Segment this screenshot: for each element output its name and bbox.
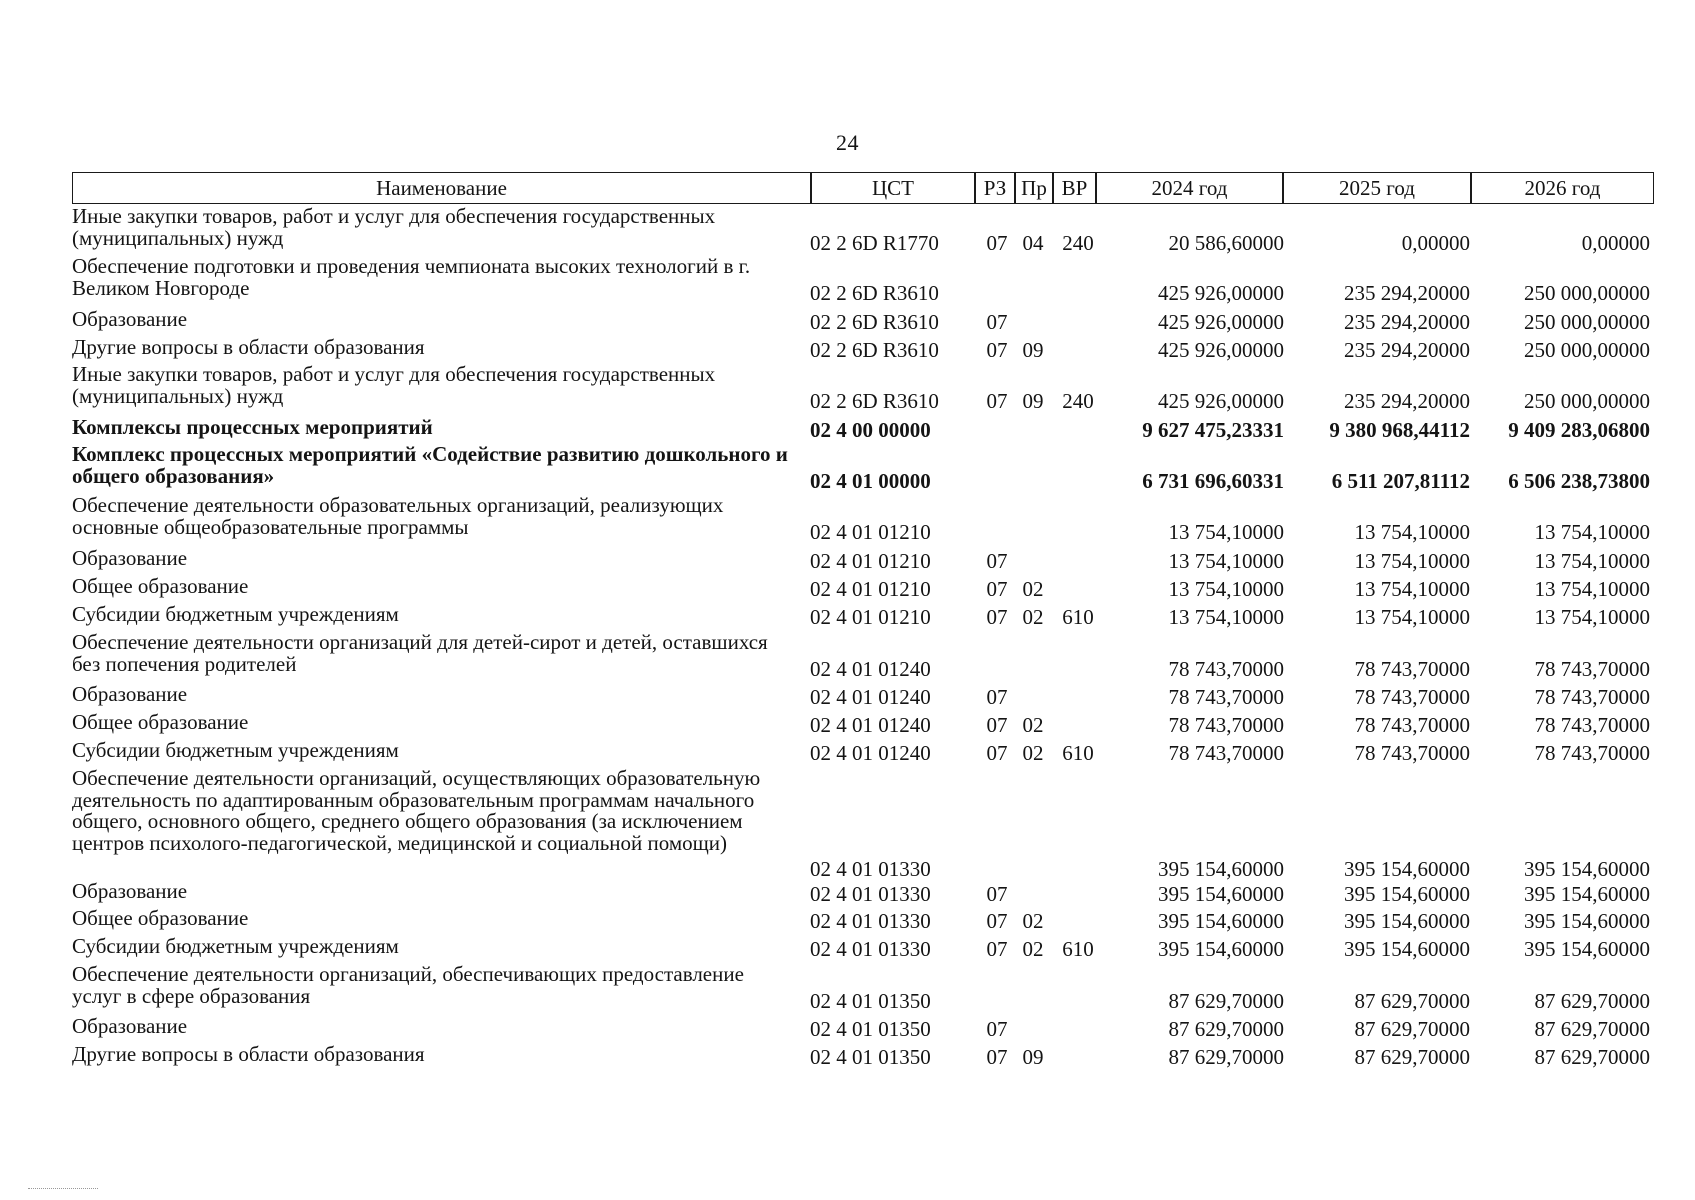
- row-name: Образование: [72, 1014, 188, 1038]
- row-y2026: 250 000,00000: [1524, 280, 1650, 305]
- row-vr: 610: [1062, 605, 1094, 629]
- header-rz: РЗ: [975, 172, 1015, 204]
- row-rz: 07: [986, 909, 1008, 933]
- footer-mark: [28, 1188, 98, 1189]
- row-y2026: 13 754,10000: [1534, 519, 1650, 544]
- row-y2024: 87 629,70000: [1168, 988, 1284, 1013]
- row-cst: 02 4 01 01330: [810, 909, 931, 933]
- row-name: Субсидии бюджетным учреждениям: [72, 934, 399, 958]
- row-name: Образование: [72, 879, 188, 903]
- row-cst: 02 4 01 01210: [810, 605, 931, 629]
- table-row: [0, 1042, 1695, 1069]
- row-name: Другие вопросы в области образования: [72, 1042, 425, 1066]
- row-y2025: 13 754,10000: [1354, 519, 1470, 544]
- row-y2024: 78 743,70000: [1168, 713, 1284, 737]
- row-y2025: 235 294,20000: [1344, 388, 1470, 413]
- row-name: Образование: [72, 307, 188, 331]
- row-y2024: 20 586,60000: [1168, 230, 1284, 255]
- row-y2024: 13 754,10000: [1168, 549, 1284, 573]
- row-name: Обеспечение деятельности образовательных организаций, реализующих основные общеобразовательные программы: [72, 493, 724, 539]
- row-rz: 07: [986, 310, 1008, 334]
- row-pr: 02: [1022, 713, 1044, 737]
- row-pr: 09: [1022, 338, 1044, 362]
- table-header: [72, 172, 1654, 206]
- row-name: Комплексы процессных мероприятий: [72, 415, 433, 439]
- row-rz: 07: [986, 388, 1008, 413]
- row-y2026: 0,00000: [1581, 230, 1650, 255]
- table-row: [0, 415, 1695, 442]
- row-y2025: 13 754,10000: [1354, 549, 1470, 573]
- row-y2024: 425 926,00000: [1158, 388, 1284, 413]
- row-name: Обеспечение подготовки и проведения чемпионата высоких технологий в г. Великом Новгороде: [72, 254, 751, 300]
- row-rz: 07: [986, 338, 1008, 362]
- row-y2024: 395 154,60000: [1158, 909, 1284, 933]
- row-y2024: 425 926,00000: [1158, 310, 1284, 334]
- table-row: [0, 335, 1695, 362]
- row-y2026: 9 409 283,06800: [1508, 418, 1650, 442]
- page-number: 24: [836, 130, 859, 155]
- row-name: Общее образование: [72, 574, 249, 598]
- row-y2025: 395 154,60000: [1344, 857, 1470, 881]
- row-vr: 610: [1062, 937, 1094, 961]
- table-row: [0, 362, 1695, 413]
- table-row: [0, 630, 1695, 681]
- row-y2025: 87 629,70000: [1354, 1017, 1470, 1041]
- row-y2025: 87 629,70000: [1354, 1045, 1470, 1069]
- row-name: Другие вопросы в области образования: [72, 335, 425, 359]
- row-rz: 07: [986, 549, 1008, 573]
- header-vr: ВР: [1053, 172, 1096, 204]
- row-rz: 07: [986, 741, 1008, 765]
- row-y2025: 13 754,10000: [1354, 577, 1470, 601]
- row-y2024: 6 731 696,60331: [1142, 468, 1284, 493]
- table-row: [0, 254, 1695, 305]
- row-y2024: 78 743,70000: [1168, 685, 1284, 709]
- row-cst: 02 4 01 01240: [810, 685, 931, 709]
- row-y2025: 9 380 968,44112: [1329, 418, 1470, 442]
- row-name: Общее образование: [72, 710, 249, 734]
- row-rz: 07: [986, 937, 1008, 961]
- row-pr: 02: [1022, 605, 1044, 629]
- row-pr: 02: [1022, 577, 1044, 601]
- row-y2024: 78 743,70000: [1168, 656, 1284, 681]
- row-y2025: 87 629,70000: [1354, 988, 1470, 1013]
- row-y2026: 87 629,70000: [1534, 1045, 1650, 1069]
- row-vr: 240: [1062, 388, 1094, 413]
- table-row: [0, 204, 1695, 255]
- row-y2026: 13 754,10000: [1534, 605, 1650, 629]
- table-row: [0, 710, 1695, 737]
- row-y2026: 13 754,10000: [1534, 577, 1650, 601]
- header-name: Наименование: [72, 172, 811, 204]
- row-name: Общее образование: [72, 906, 249, 930]
- header-2024: 2024 год: [1096, 172, 1283, 204]
- row-rz: 07: [986, 685, 1008, 709]
- row-y2026: 6 506 238,73800: [1508, 468, 1650, 493]
- row-name: Обеспечение деятельности организаций, обеспечивающих предоставление услуг в сфере образования: [72, 962, 744, 1008]
- row-cst: 02 4 01 01350: [810, 1017, 931, 1041]
- row-name: Иные закупки товаров, работ и услуг для обеспечения государственных (муниципальных) нужд: [72, 204, 716, 250]
- row-cst: 02 2 6D R3610: [810, 338, 939, 362]
- table-row: [0, 879, 1695, 906]
- table-row: [0, 906, 1695, 933]
- table-row: [0, 962, 1695, 1013]
- row-rz: 07: [986, 882, 1008, 906]
- row-name: Обеспечение деятельности организаций для детей-сирот и детей, оставшихся без попечения родителей: [72, 630, 768, 676]
- row-cst: 02 4 01 01330: [810, 882, 931, 906]
- row-y2024: 13 754,10000: [1168, 605, 1284, 629]
- row-y2025: 78 743,70000: [1354, 685, 1470, 709]
- row-y2024: 425 926,00000: [1158, 280, 1284, 305]
- row-cst: 02 4 01 01240: [810, 741, 931, 765]
- row-y2026: 78 743,70000: [1534, 713, 1650, 737]
- row-y2026: 78 743,70000: [1534, 685, 1650, 709]
- row-y2025: 78 743,70000: [1354, 656, 1470, 681]
- header-pr: Пр: [1015, 172, 1053, 204]
- row-y2025: 395 154,60000: [1344, 882, 1470, 906]
- row-y2024: 87 629,70000: [1168, 1045, 1284, 1069]
- row-cst: 02 4 01 01240: [810, 713, 931, 737]
- row-y2025: 13 754,10000: [1354, 605, 1470, 629]
- row-pr: 02: [1022, 937, 1044, 961]
- table-row: [0, 442, 1695, 493]
- row-cst: 02 4 01 01210: [810, 519, 931, 544]
- row-name: Субсидии бюджетным учреждениям: [72, 738, 399, 762]
- row-y2026: 78 743,70000: [1534, 741, 1650, 765]
- row-cst: 02 2 6D R3610: [810, 388, 939, 413]
- row-y2025: 78 743,70000: [1354, 713, 1470, 737]
- row-y2026: 395 154,60000: [1524, 937, 1650, 961]
- table-row: [0, 766, 1695, 881]
- row-pr: 02: [1022, 909, 1044, 933]
- table-row: [0, 1014, 1695, 1041]
- header-2026: 2026 год: [1471, 172, 1654, 204]
- row-cst: 02 4 00 00000: [810, 418, 931, 442]
- row-name: Образование: [72, 546, 188, 570]
- row-name: Комплекс процессных мероприятий «Содействие развитию дошкольного и общего образования»: [72, 442, 788, 488]
- row-y2024: 13 754,10000: [1168, 577, 1284, 601]
- row-y2025: 6 511 207,81112: [1331, 468, 1470, 493]
- row-cst: 02 4 01 01350: [810, 988, 931, 1013]
- row-cst: 02 4 01 01210: [810, 549, 931, 573]
- row-cst: 02 4 01 01330: [810, 857, 931, 881]
- row-cst: 02 2 6D R3610: [810, 310, 939, 334]
- row-name: Обеспечение деятельности организаций, осуществляющих образовательную деятельность по адаптированным образовательным программам начального общего, основного общего, среднего общего образования (за исключением центров психолого-педагогической, медицинской и социальной помощи): [72, 766, 761, 855]
- row-y2024: 395 154,60000: [1158, 882, 1284, 906]
- row-name: Образование: [72, 682, 188, 706]
- row-y2026: 395 154,60000: [1524, 909, 1650, 933]
- table-row: [0, 602, 1695, 629]
- table-row: [0, 493, 1695, 544]
- row-y2026: 250 000,00000: [1524, 338, 1650, 362]
- row-rz: 07: [986, 1045, 1008, 1069]
- row-y2024: 9 627 475,23331: [1142, 418, 1284, 442]
- header-cst: ЦСТ: [811, 172, 975, 204]
- row-rz: 07: [986, 713, 1008, 737]
- row-rz: 07: [986, 1017, 1008, 1041]
- table-row: [0, 546, 1695, 573]
- row-y2026: 87 629,70000: [1534, 988, 1650, 1013]
- row-name: Субсидии бюджетным учреждениям: [72, 602, 399, 626]
- row-y2025: 235 294,20000: [1344, 338, 1470, 362]
- row-y2025: 395 154,60000: [1344, 909, 1470, 933]
- row-pr: 09: [1022, 1045, 1044, 1069]
- row-y2026: 250 000,00000: [1524, 388, 1650, 413]
- table-row: [0, 682, 1695, 709]
- row-pr: 09: [1022, 388, 1044, 413]
- table-row: [0, 934, 1695, 961]
- row-cst: 02 2 6D R1770: [810, 230, 939, 255]
- row-pr: 02: [1022, 741, 1044, 765]
- row-rz: 07: [986, 605, 1008, 629]
- row-cst: 02 4 01 01330: [810, 937, 931, 961]
- row-y2024: 425 926,00000: [1158, 338, 1284, 362]
- row-y2024: 78 743,70000: [1168, 741, 1284, 765]
- row-y2024: 395 154,60000: [1158, 857, 1284, 881]
- table-row: [0, 738, 1695, 765]
- row-y2025: 78 743,70000: [1354, 741, 1470, 765]
- row-y2026: 395 154,60000: [1524, 857, 1650, 881]
- row-y2024: 13 754,10000: [1168, 519, 1284, 544]
- row-cst: 02 4 01 01350: [810, 1045, 931, 1069]
- row-cst: 02 4 01 00000: [810, 468, 931, 493]
- row-y2025: 395 154,60000: [1344, 937, 1470, 961]
- row-rz: 07: [986, 577, 1008, 601]
- row-cst: 02 4 01 01210: [810, 577, 931, 601]
- header-2025: 2025 год: [1283, 172, 1471, 204]
- row-y2025: 0,00000: [1401, 230, 1470, 255]
- table-row: [0, 307, 1695, 334]
- row-y2026: 395 154,60000: [1524, 882, 1650, 906]
- row-pr: 04: [1022, 230, 1044, 255]
- row-y2025: 235 294,20000: [1344, 310, 1470, 334]
- row-y2026: 87 629,70000: [1534, 1017, 1650, 1041]
- row-vr: 610: [1062, 741, 1094, 765]
- table-row: [0, 574, 1695, 601]
- row-y2026: 78 743,70000: [1534, 656, 1650, 681]
- row-cst: 02 4 01 01240: [810, 656, 931, 681]
- row-vr: 240: [1062, 230, 1094, 255]
- row-y2026: 13 754,10000: [1534, 549, 1650, 573]
- row-y2024: 87 629,70000: [1168, 1017, 1284, 1041]
- row-y2026: 250 000,00000: [1524, 310, 1650, 334]
- row-rz: 07: [986, 230, 1008, 255]
- row-name: Иные закупки товаров, работ и услуг для обеспечения государственных (муниципальных) нужд: [72, 362, 716, 408]
- row-y2024: 395 154,60000: [1158, 937, 1284, 961]
- row-cst: 02 2 6D R3610: [810, 280, 939, 305]
- row-y2025: 235 294,20000: [1344, 280, 1470, 305]
